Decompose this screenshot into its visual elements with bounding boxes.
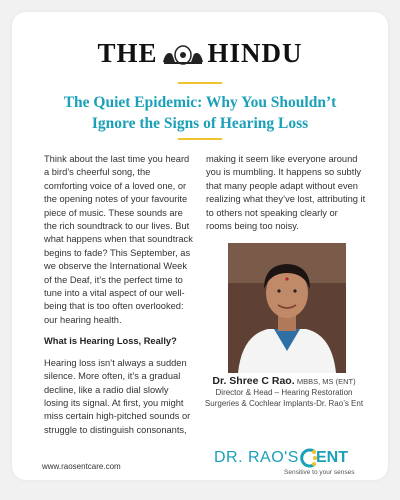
portrait-image [228, 243, 346, 373]
newspaper-masthead [0, 38, 400, 69]
doctor-degrees: MBBS, MS (ENT) [296, 377, 356, 386]
logo-ent: ENT [316, 449, 348, 466]
logo-tagline: Sensitive to your senses [284, 469, 355, 476]
doctor-photo [228, 243, 346, 373]
headline-divider [178, 138, 222, 140]
headline [20, 92, 380, 134]
paragraph: Think about the last time you heard a bird’s cheerful song, the comforting voice of a loved one, or the opening notes of your favourite piece of music. These sounds are the rich soundtrack to our lives. But what happens when that soundtrack begins to fade? This September, as we observe the International Week of the Deaf, it’s the perfect time to tune into a vital aspect of our well-being that is too often overlooked: our hearing health. [44, 154, 193, 325]
top-divider [178, 82, 222, 84]
website-link[interactable]: www.raosentcare.com [42, 462, 121, 471]
article-column-2 [206, 153, 366, 241]
headline-line-1: The Quiet Epidemic: Why You Shouldn’t [63, 94, 337, 111]
doctor-caption [196, 376, 372, 409]
clinic-logo [214, 449, 354, 489]
masthead-left: THE [97, 38, 158, 68]
paragraph: making it seem like everyone around you is mumbling. It happens so subtly that many people adapt without even realizing what they’ve lost, attributing it to others not speaking clearly or rooms being too noisy. [206, 154, 366, 232]
paragraph: Hearing loss isn’t always a sudden silence. More often, it’s a gradual decline, like a radio dial slowly losing its signal. At first, you might miss certain high-pitched sounds or struggle to distinguish consonants, [44, 357, 191, 435]
logo-brand: DR. RAO'S [214, 449, 299, 466]
doctor-title-line-1: Director & Head – Hearing Restoration [215, 388, 353, 397]
emblem-icon [160, 42, 206, 66]
logo-mark-icon [298, 448, 318, 468]
doctor-name: Dr. Shree C Rao. [212, 375, 295, 387]
headline-line-2: Ignore the Signs of Hearing Loss [91, 115, 309, 132]
subheading: What is Hearing Loss, Really? [44, 336, 177, 347]
doctor-title-line-2: Surgeries & Cochlear Implants-Dr. Rao’s Ent [204, 399, 364, 408]
masthead-right: HINDU [207, 38, 303, 68]
article-column-1 [44, 153, 194, 445]
